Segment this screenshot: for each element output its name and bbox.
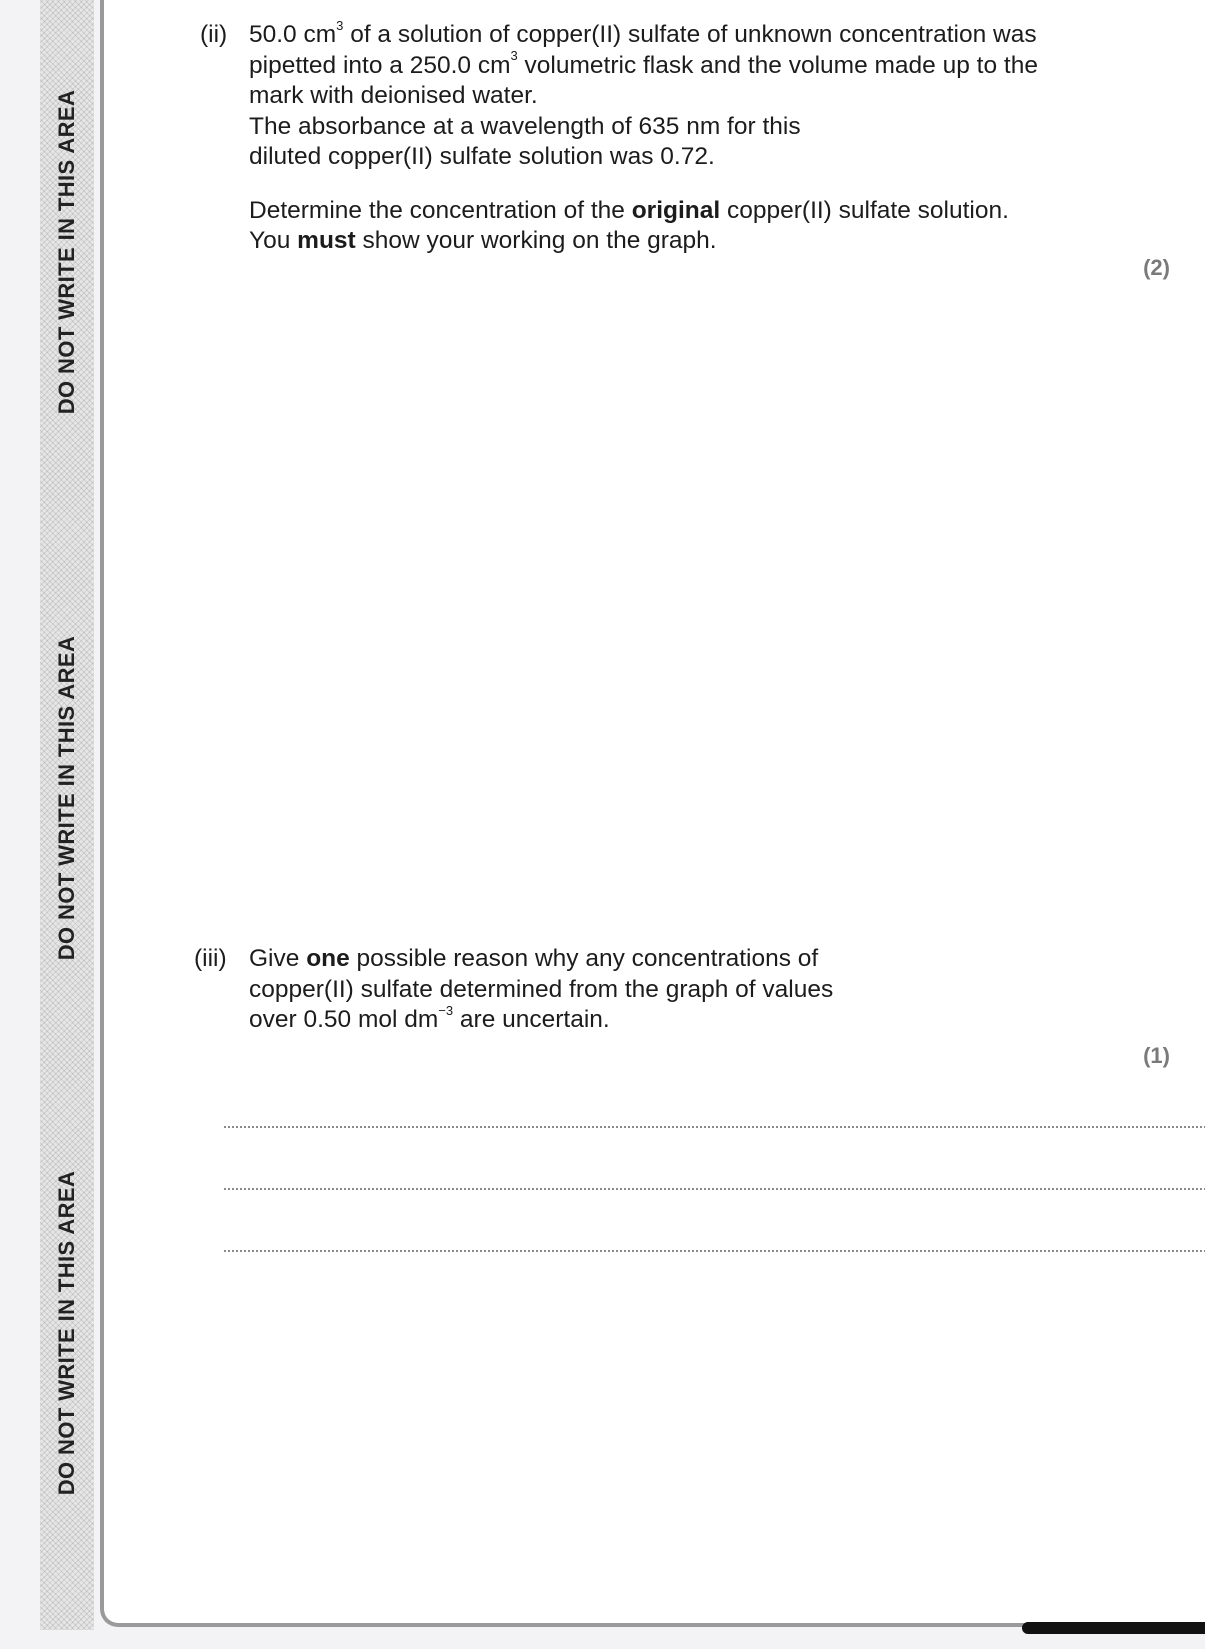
text-span: of a solution of copper(II) sulfate of unknown concentration was pipetted into a 250.0 cm bbox=[249, 21, 1037, 79]
text-span: Give bbox=[249, 945, 307, 972]
marks-label: (2) bbox=[1143, 255, 1170, 280]
emphasis: original bbox=[631, 196, 721, 224]
do-not-write-warning-bottom: DO NOT WRITE IN THIS AREA bbox=[54, 1170, 79, 1496]
text-span: possible reason why any concentrations of copper(II) sulfate determined from the graph of values over 0.50 mol dm bbox=[249, 945, 834, 1033]
text-span: are uncertain. bbox=[453, 1006, 610, 1033]
superscript: 3 bbox=[336, 17, 344, 33]
question-number: (iii) bbox=[194, 945, 227, 972]
emphasis: must bbox=[297, 227, 356, 254]
text-span: You bbox=[249, 227, 298, 254]
question-text-paragraph bbox=[249, 944, 839, 1036]
text-span: 50.0 cm bbox=[249, 21, 337, 48]
answer-line[interactable] bbox=[224, 1250, 1205, 1252]
text-span: copper(II) sulfate solution. bbox=[720, 196, 1009, 224]
do-not-write-warning-middle: DO NOT WRITE IN THIS AREA bbox=[54, 635, 79, 961]
text-span: volumetric flask and the volume made up to the mark with deionised water. bbox=[249, 51, 1038, 109]
text-span: Determine the concentration of the bbox=[249, 196, 632, 224]
emphasis: one bbox=[306, 945, 350, 972]
question-text-paragraph bbox=[249, 17, 1069, 112]
do-not-write-warning-top: DO NOT WRITE IN THIS AREA bbox=[54, 89, 79, 415]
page-footer-bar bbox=[1022, 1622, 1205, 1634]
question-text-paragraph: The absorbance at a wavelength of 635 nm for this diluted copper(II) sulfate solution was 0.72. bbox=[249, 112, 801, 170]
marks-label: (1) bbox=[1143, 1043, 1170, 1068]
superscript: 3 bbox=[510, 48, 518, 64]
superscript: −3 bbox=[438, 1002, 454, 1018]
exam-page bbox=[100, 0, 1205, 1627]
question-instruction bbox=[249, 196, 1069, 227]
question-number: (ii) bbox=[200, 21, 228, 48]
question-instruction bbox=[249, 226, 1069, 257]
text-span: show your working on the graph. bbox=[355, 227, 717, 254]
answer-line[interactable] bbox=[224, 1126, 1205, 1128]
answer-line[interactable] bbox=[224, 1188, 1205, 1190]
